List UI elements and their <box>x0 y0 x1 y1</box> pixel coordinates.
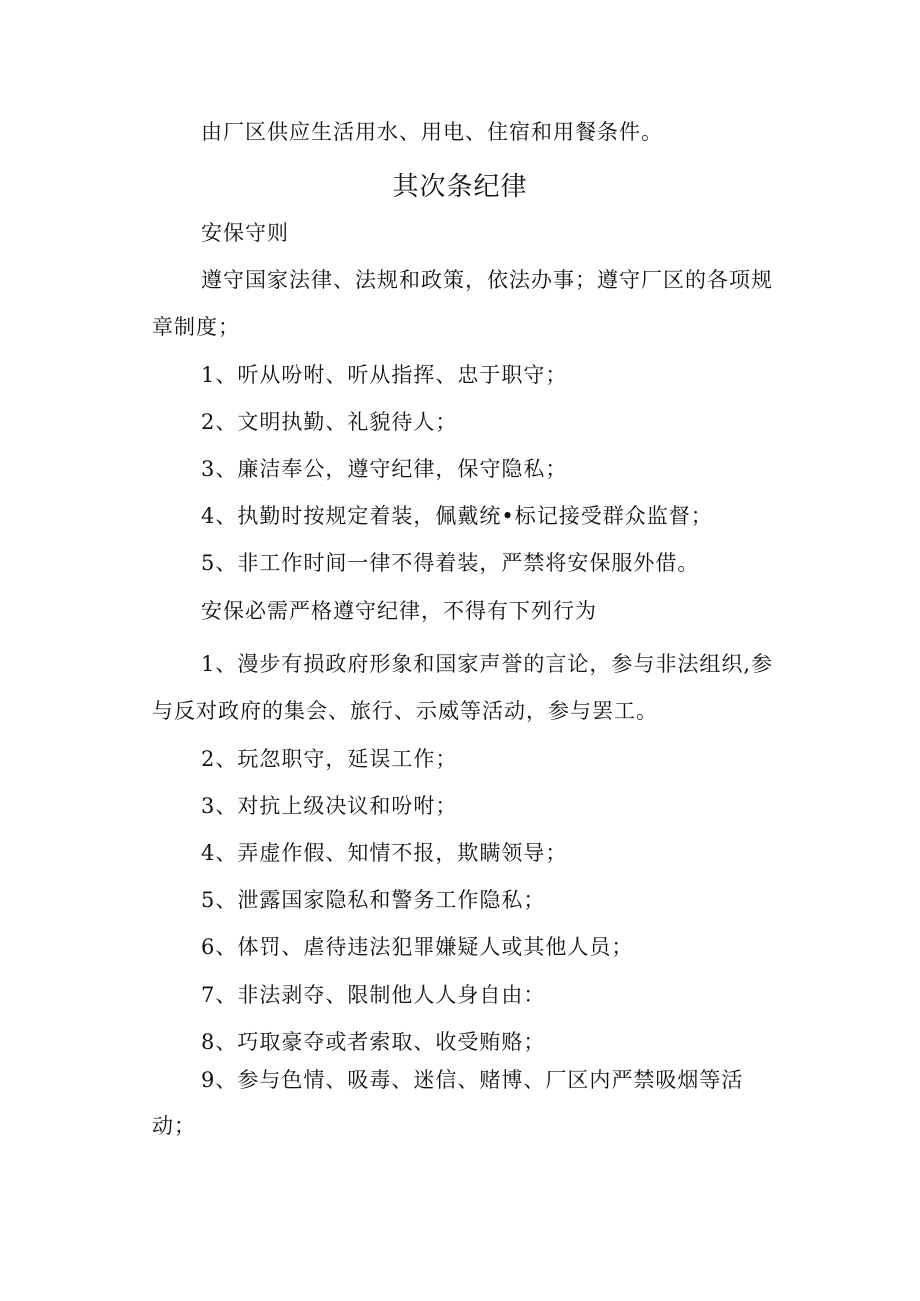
duty-item-2: 2、文明执勤、礼貌待人； <box>201 410 458 434</box>
section-title: 安保守则 <box>201 221 289 245</box>
duty-item-1: 1、听从吩咐、听从指挥、忠于职守； <box>201 363 568 387</box>
article-heading: 其次条纪律 <box>392 172 528 202</box>
intro-paragraph: 由厂区供应生活用水、用电、住宿和用餐条件。 <box>201 120 663 144</box>
prohibited-item-9-line-1: 9、参与色情、吸毒、迷信、赌博、厂区内严禁吸烟等活 <box>201 1068 744 1092</box>
prohibited-item-1-line-1: 1、漫步有损政府形象和国家声誉的言论，参与非法组织,参 <box>201 652 774 676</box>
duty-item-5: 5、非工作时间一律不得着装，严禁将安保服外借。 <box>201 551 700 575</box>
prohibited-item-2: 2、玩忽职守，延误工作； <box>201 747 458 771</box>
prohibited-item-3: 3、对抗上级决议和吩咐； <box>201 794 458 818</box>
prohibited-item-7: 7、非法剥夺、限制他人人身自由： <box>201 983 546 1007</box>
rule-paragraph-line-2: 章制度； <box>152 315 240 339</box>
prohibited-item-6: 6、体罚、虐待违法犯罪嫌疑人或其他人员； <box>201 935 634 959</box>
prohibited-item-4: 4、弄虚作假、知情不报，欺瞒领导； <box>201 841 568 865</box>
prohibited-intro: 安保必需严格遵守纪律，不得有下列行为 <box>201 599 597 623</box>
prohibited-item-8: 8、巧取豪夺或者索取、收受贿赂； <box>201 1030 546 1054</box>
prohibited-item-5: 5、泄露国家隐私和警务工作隐私； <box>201 888 546 912</box>
prohibited-item-9-line-2: 动； <box>152 1114 196 1138</box>
duty-item-3: 3、廉洁奉公，遵守纪律，保守隐私； <box>201 457 568 481</box>
rule-paragraph-line-1: 遵守国家法律、法规和政策，依法办事；遵守厂区的各项规 <box>201 268 773 292</box>
prohibited-item-1-line-2: 与反对政府的集会、旅行、示威等活动，参与罢工。 <box>152 699 658 723</box>
duty-item-4: 4、执勤时按规定着装，佩戴统•标记接受群众监督； <box>201 504 713 528</box>
